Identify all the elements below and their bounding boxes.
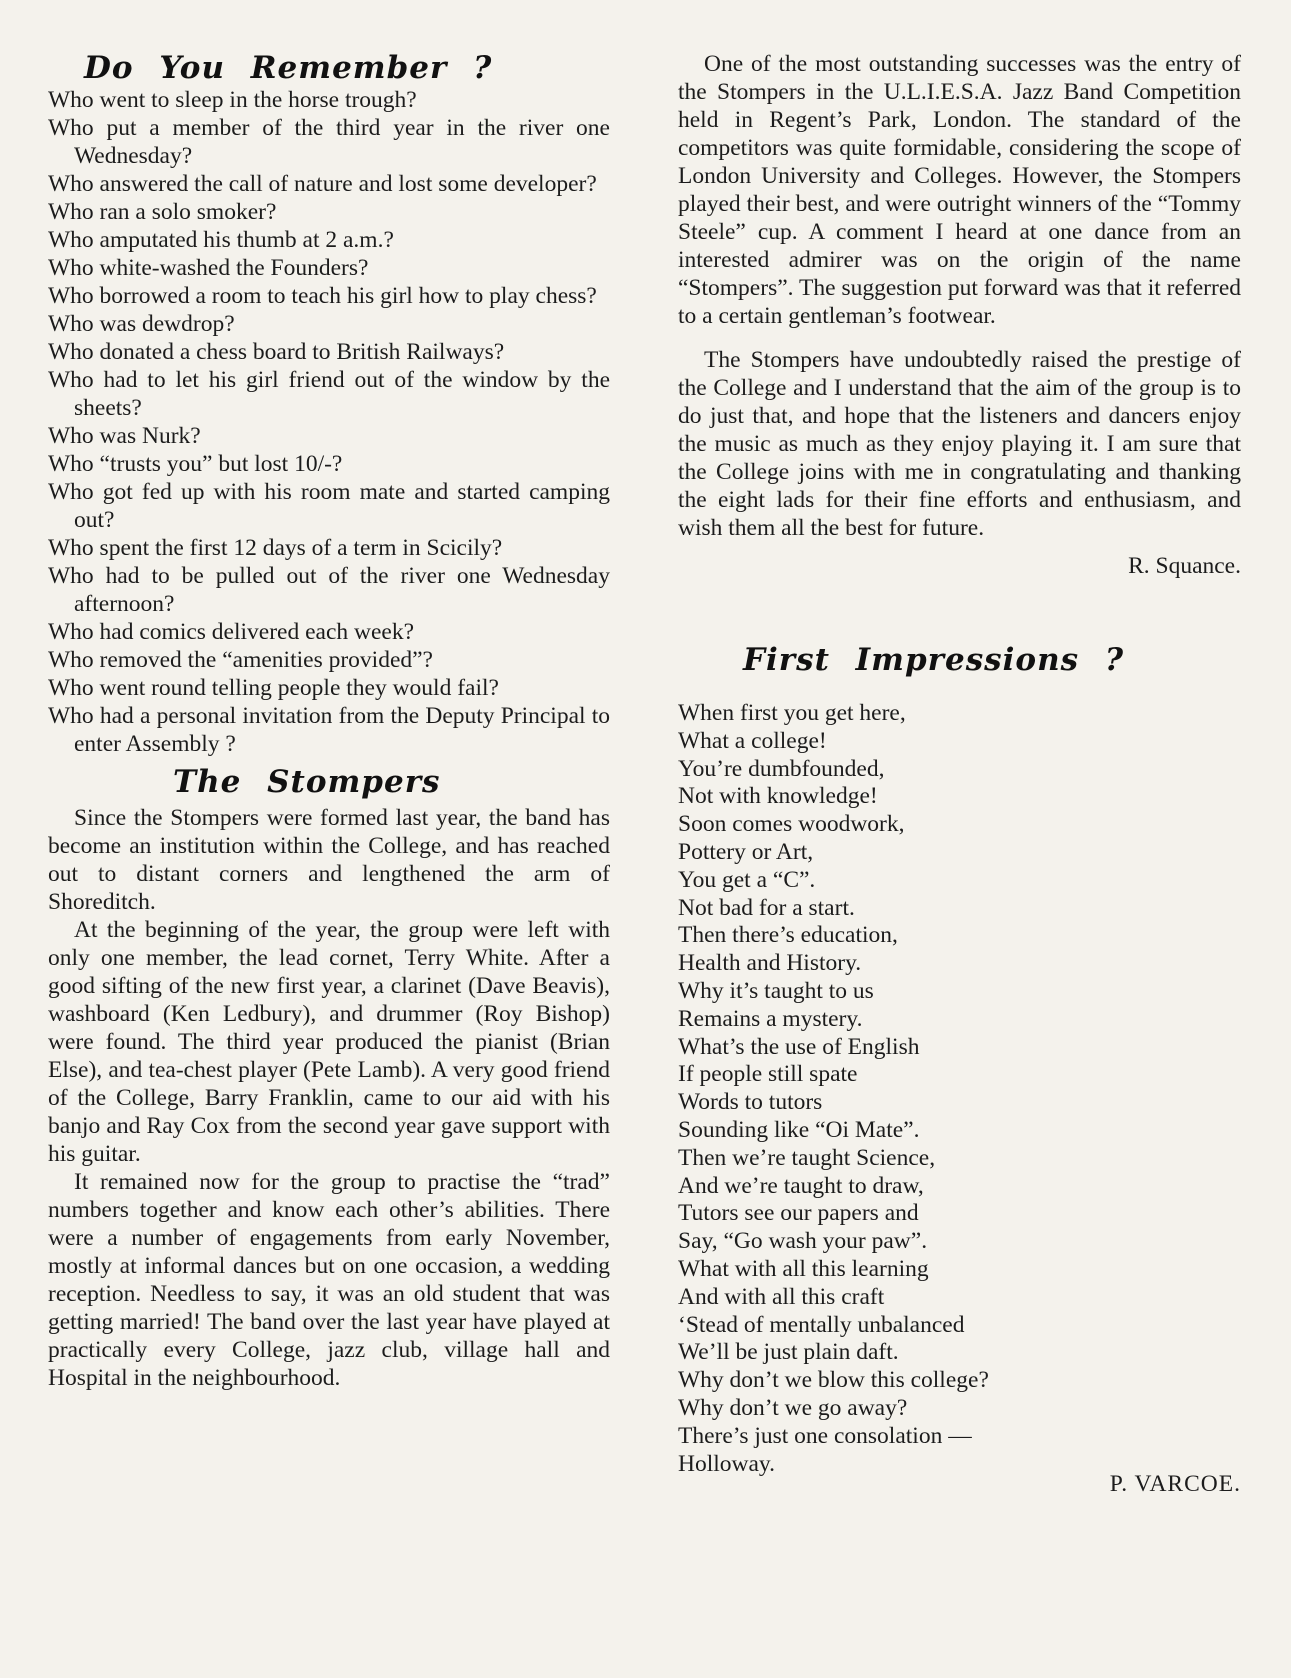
first-impressions-heading: First Impressions ?: [743, 642, 1125, 678]
poem-line: Not with knowledge!: [678, 783, 878, 810]
stompers-paragraph: Since the Stompers were formed last year, the band has become an institution within the College, and has reached out to distant corners and lengthened the arm of Shoreditch.: [48, 805, 610, 915]
poem-line: If people still spate: [678, 1061, 858, 1088]
question-item: Who had to be pulled out of the river one Wednesday afternoon?: [48, 563, 610, 617]
stompers-heading: The Stompers: [173, 764, 441, 800]
question-item: Who went round telling people they would fail?: [48, 675, 499, 701]
question-item: Who put a member of the third year in the river one Wednesday?: [48, 115, 610, 169]
question-item: Who white-washed the Founders?: [48, 255, 369, 281]
poem-line: Why it’s taught to us: [678, 977, 874, 1004]
poem-line: And with all this craft: [678, 1283, 885, 1310]
poem-line: Sounding like “Oi Mate”.: [678, 1116, 920, 1143]
stompers-paragraph: At the beginning of the year, the group were left with only one member, the lead cornet, Terry White. After a good sifting of the new first year, a clarinet (Dave Beavis), washboard (Ken Ledbury), and drummer (Roy Bishop) were found. The third year produced the pianist (Brian Else), and tea-chest player (Pete Lamb). A very good friend of the College, Barry Franklin, came to our aid with his banjo and Ray Cox from the second year gave support with his guitar.: [48, 917, 610, 1167]
poem-line: Why don’t we blow this college?: [678, 1367, 989, 1394]
poem-line: Not bad for a start.: [678, 894, 855, 921]
poem-line: What’s the use of English: [678, 1033, 920, 1060]
question-item: Who amputated his thumb at 2 a.m.?: [48, 227, 394, 253]
stompers-paragraph: One of the most outstanding successes was the entry of the Stompers in the U.L.I.E.S.A. Jazz Band Competition held in Regent’s Park, London. The standard of the competitors was quite formidable, considering the scope of London University and Colleges. However, the Stompers played their best, and were outright winners of the “Tommy Steele” cup. A comment I heard at one dance from an interested admirer was on the origin of the name “Stompers”. The suggestion put forward was that it referred to a certain gentleman’s footwear.: [678, 51, 1241, 329]
poem-line: Soon comes woodwork,: [678, 811, 905, 838]
poem-line: When first you get here,: [678, 700, 906, 726]
poem-line: Remains a mystery.: [678, 1005, 863, 1032]
stompers-paragraph: The Stompers have undoubtedly raised the prestige of the College and I understand that the aim of the group is to do just that, and hope that the listeners and dancers enjoy the music as much as they enjoy playing it. I am sure that the College joins with me in congratulating and thanking the eight lads for their fine efforts and enthusiasm, and wish them all the best for future.: [678, 347, 1241, 541]
poem-line: You get a “C”.: [678, 866, 816, 893]
poem-line: Why don’t we go away?: [678, 1394, 908, 1421]
poem-line: Then there’s education,: [678, 922, 898, 949]
first-impressions-poem: [678, 700, 1241, 1478]
question-item: Who went to sleep in the horse trough?: [48, 87, 417, 113]
question-item: Who removed the “amenities provided”?: [48, 647, 433, 673]
poem-line: Tutors see our papers and: [678, 1200, 919, 1227]
poem-line: What with all this learning: [678, 1255, 929, 1282]
question-item: Who donated a chess board to British Railways?: [48, 339, 505, 365]
poem-line: You’re dumbfounded,: [678, 755, 885, 782]
poem-line: Then we’re taught Science,: [678, 1144, 936, 1171]
question-item: Who borrowed a room to teach his girl how to play chess?: [48, 283, 597, 309]
question-item: Who ran a solo smoker?: [48, 199, 277, 225]
poem-line: Holloway.: [678, 1450, 776, 1477]
stompers-author: R. Squance.: [1128, 553, 1241, 579]
poem-line: And we’re taught to draw,: [678, 1172, 924, 1199]
question-item: Who had to let his girl friend out of the window by the sheets?: [48, 367, 610, 421]
question-item: Who had a personal invitation from the Deputy Principal to enter Assembly ?: [48, 703, 610, 757]
poem-line: Health and History.: [678, 950, 862, 977]
stompers-article-left: [48, 804, 610, 1392]
poem-author: P. VARCOE.: [1109, 1471, 1241, 1498]
poem-line: There’s just one consolation —: [678, 1422, 972, 1449]
poem-line: ‘Stead of mentally unbalanced: [678, 1311, 965, 1338]
poem-line: Words to tutors: [678, 1089, 823, 1116]
poem-line: Say, “Go wash your paw”.: [678, 1228, 928, 1255]
do-you-remember-heading: Do You Remember ?: [84, 50, 493, 86]
left-column: [48, 50, 610, 1392]
question-item: Who spent the first 12 days of a term in Scicily?: [48, 535, 503, 561]
stompers-paragraph: It remained now for the group to practise the “trad” numbers together and know each other’s abilities. There were a number of engagements from early November, mostly at informal dances but on one occasion, a wedding reception. Needless to say, it was an old student that was getting married! The band over the last year have played at practically every College, jazz club, village hall and Hospital in the neighbourhood.: [48, 1169, 610, 1391]
poem-line: Pottery or Art,: [678, 838, 814, 865]
poem-line: We’ll be just plain daft.: [678, 1339, 899, 1366]
question-item: Who got fed up with his room mate and started camping out?: [48, 479, 610, 533]
remember-question-list: [48, 86, 610, 758]
right-column: [678, 50, 1241, 1498]
question-item: Who had comics delivered each week?: [48, 619, 415, 645]
stompers-article-right: [678, 50, 1241, 542]
question-item: Who “trusts you” but lost 10/-?: [48, 451, 343, 477]
poem-line: What a college!: [678, 727, 827, 754]
question-item: Who answered the call of nature and lost some developer?: [48, 171, 597, 197]
question-item: Who was dewdrop?: [48, 311, 235, 337]
question-item: Who was Nurk?: [48, 423, 201, 449]
